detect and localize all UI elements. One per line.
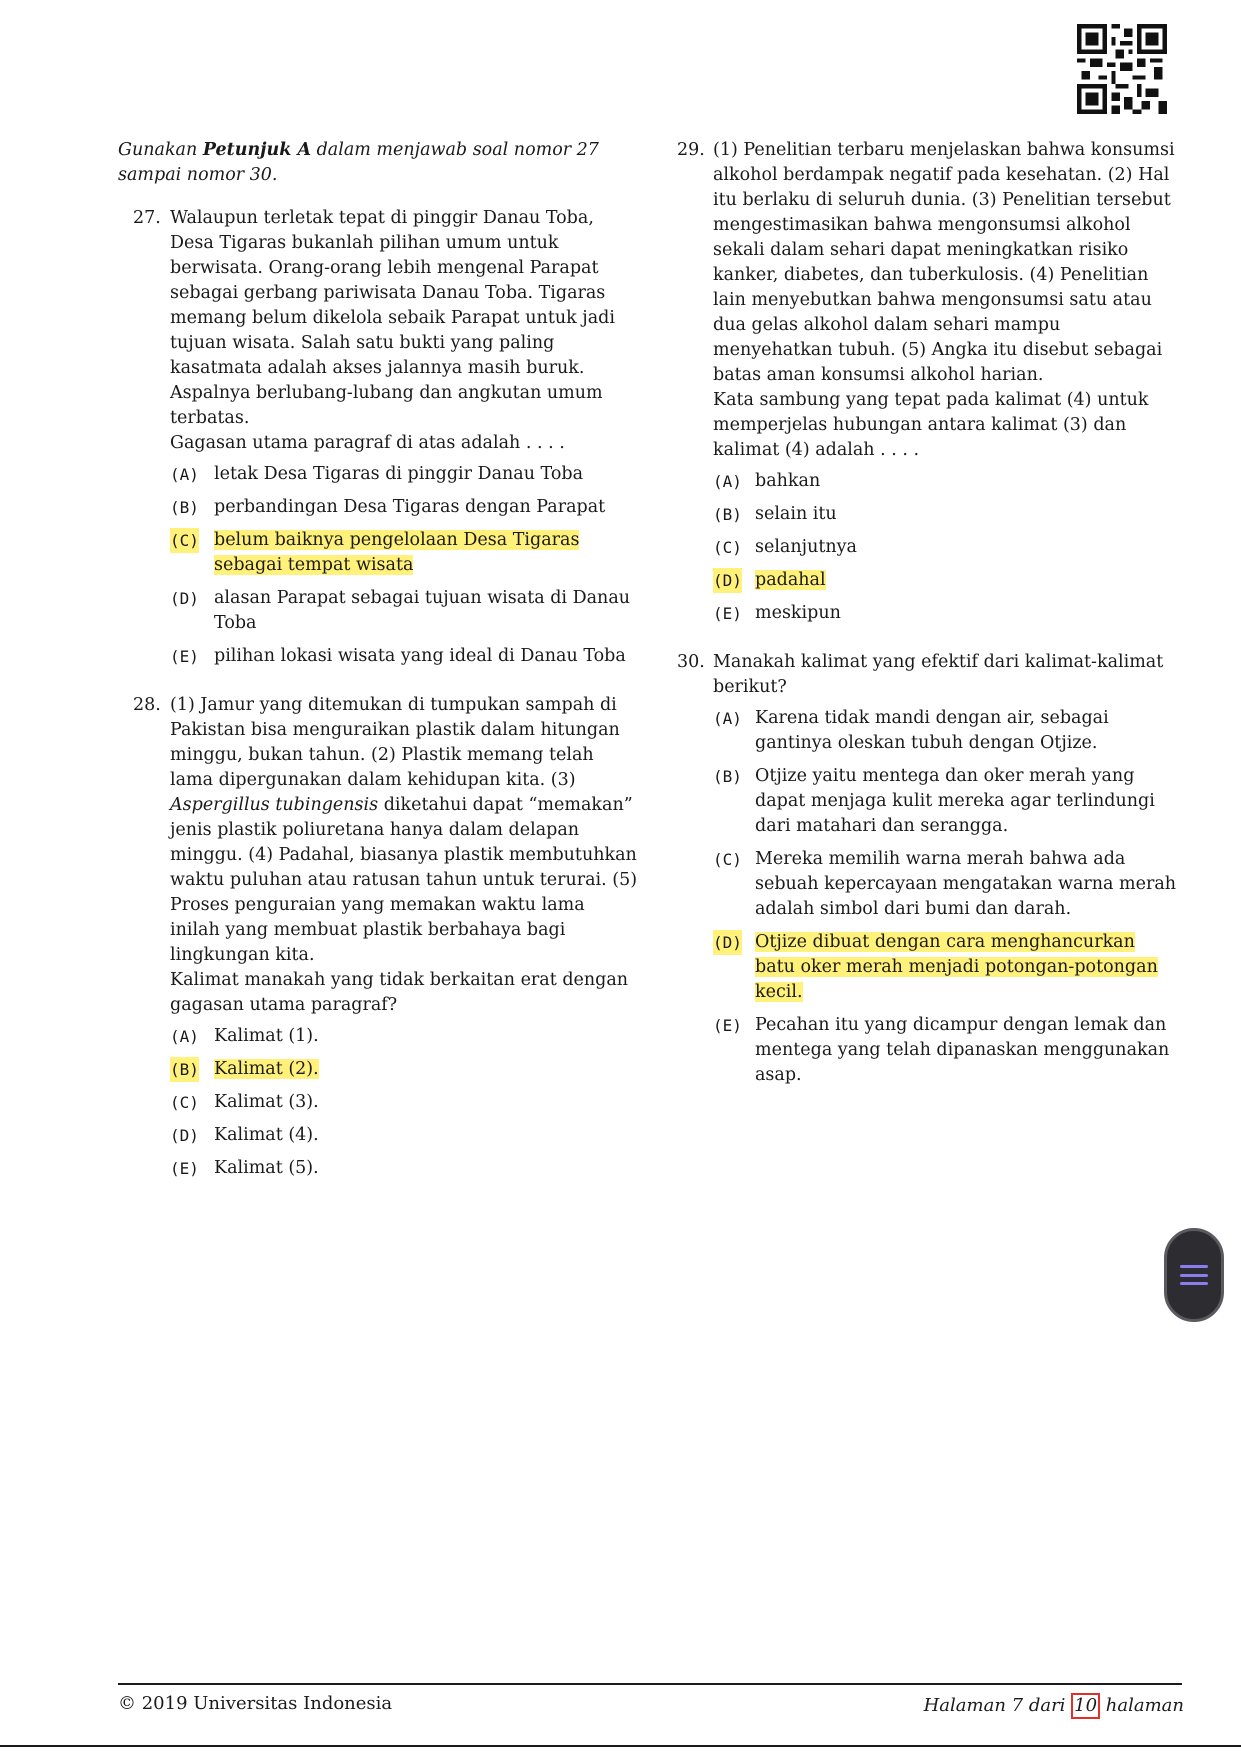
footer-divider (118, 1683, 1182, 1685)
question-30 (677, 650, 1177, 1088)
option-c[interactable]: (C) Kalimat (3). (170, 1092, 319, 1112)
option-c[interactable]: (C) selanjutnya (713, 537, 857, 557)
qr-code-icon (1077, 24, 1167, 114)
menu-button[interactable] (1164, 1228, 1224, 1322)
question-number: 30. (677, 652, 705, 672)
question-text: Manakah kalimat yang efektif dari kalimat-kalimat berikut? (713, 652, 1164, 697)
option-b-highlighted[interactable]: (B) Kalimat (2). (170, 1057, 638, 1082)
question-text: (1) Penelitian terbaru menjelaskan bahwa konsumsi alkohol berdampak negatif pada kesehatan. (2) Hal itu berlaku di seluruh dunia. (3) Penelitian tersebut mengestimasikan bahwa mengonsumsi alkohol sekali dalam sehari dapat meningkatkan risiko kanker, diabetes, dan tuberkulosis. (4) Penelitian lain menyebutkan bahwa mengonsumsi satu atau dua gelas alkohol dalam sehari mampu menyehatkan tubuh. (5) Angka itu disebut sebagai batas aman konsumsi alkohol harian. (713, 140, 1175, 385)
option-d-highlighted[interactable]: (D) Otjize dibuat dengan cara menghancurkan batu oker merah menjadi potongan-potongan kecil. (713, 932, 1158, 1002)
hamburger-menu-icon (1180, 1265, 1208, 1285)
answer-options (713, 469, 1177, 626)
option-d[interactable]: (D) Kalimat (4). (170, 1125, 319, 1145)
option-e[interactable]: (E) meskipun (713, 603, 841, 623)
answer-options (713, 706, 1177, 1088)
question-prompt: Kata sambung yang tepat pada kalimat (4) untuk memperjelas hubungan antara kalimat (3) dan kalimat (4) adalah . . . . (713, 390, 1149, 460)
question-27 (118, 206, 638, 669)
option-e[interactable]: (E) Kalimat (5). (170, 1158, 319, 1178)
question-number: 29. (677, 140, 705, 160)
page-total-box: 10 (1071, 1693, 1100, 1719)
question-prompt: Kalimat manakah yang tidak berkaitan erat dengan gagasan utama paragraf? (170, 970, 629, 1015)
question-text: (1) Jamur yang ditemukan di tumpukan sampah di Pakistan bisa menguraikan plastik dalam hitungan minggu, bukan tahun. (2) Plastik memang telah lama dipergunakan dalam kehidupan kita. (3) Aspergillus tubingensis diketahui dapat “memakan” jenis plastik poliuretana hanya dalam delapan minggu. (4) Padahal, biasanya plastik membutuhkan waktu puluhan atau ratusan tahun untuk terurai. (5) Proses penguraian yang memakan waktu lama inilah yang membuat plastik berbahaya bagi lingkungan kita. (170, 695, 638, 965)
question-28 (118, 693, 638, 1181)
footer-copyright: © 2019 Universitas Indonesia (118, 1693, 393, 1714)
question-prompt: Gagasan utama paragraf di atas adalah . . . . (170, 433, 565, 453)
page-bottom-divider (0, 1745, 1241, 1747)
option-c-highlighted[interactable]: (C) belum baiknya pengelolaan Desa Tigaras sebagai tempat wisata (170, 530, 580, 575)
option-d[interactable]: (D) alasan Parapat sebagai tujuan wisata di Danau Toba (170, 588, 631, 633)
right-column (677, 138, 1177, 1112)
question-number: 27. (133, 208, 161, 228)
question-29 (677, 138, 1177, 626)
question-text: Walaupun terletak tepat di pinggir Danau Toba, Desa Tigaras bukanlah pilihan umum untuk berwisata. Orang-orang lebih mengenal Parapat sebagai gerbang pariwisata Danau Toba. Tigaras memang belum dikelola sebaik Parapat untuk jadi tujuan wisata. Salah satu bukti yang paling kasatmata adalah akses jalannya masih buruk. Aspalnya berlubang-lubang dan angkutan umum terbatas. (170, 208, 615, 428)
option-e[interactable]: (E) Pecahan itu yang dicampur dengan lemak dan mentega yang telah dipanaskan menggunakan asap. (713, 1015, 1170, 1085)
left-column (118, 138, 638, 1205)
option-c[interactable]: (C) Mereka memilih warna merah bahwa ada sebuah kepercayaan mengatakan warna merah adalah simbol dari bumi dan darah. (713, 849, 1177, 919)
answer-options (170, 1024, 638, 1181)
option-e[interactable]: (E) pilihan lokasi wisata yang ideal di Danau Toba (170, 646, 626, 666)
option-a[interactable]: (A) letak Desa Tigaras di pinggir Danau Toba (170, 464, 584, 484)
option-a[interactable]: (A) Karena tidak mandi dengan air, sebagai gantinya oleskan tubuh dengan Otjize. (713, 708, 1109, 753)
footer-page-indicator: Halaman 7 dari 10 halaman (924, 1693, 1184, 1719)
answer-options (170, 462, 638, 669)
instructions: Gunakan Petunjuk A dalam menjawab soal nomor 27 sampai nomor 30. (118, 140, 599, 185)
option-a[interactable]: (A) bahkan (713, 471, 821, 491)
option-b[interactable]: (B) perbandingan Desa Tigaras dengan Parapat (170, 497, 606, 517)
option-a[interactable]: (A) Kalimat (1). (170, 1026, 319, 1046)
option-d-highlighted[interactable]: (D) padahal (713, 568, 1177, 593)
option-b[interactable]: (B) selain itu (713, 504, 837, 524)
option-b[interactable]: (B) Otjize yaitu mentega dan oker merah yang dapat menjaga kulit mereka agar terlindungi dari matahari dan serangga. (713, 766, 1155, 836)
question-number: 28. (133, 695, 161, 715)
